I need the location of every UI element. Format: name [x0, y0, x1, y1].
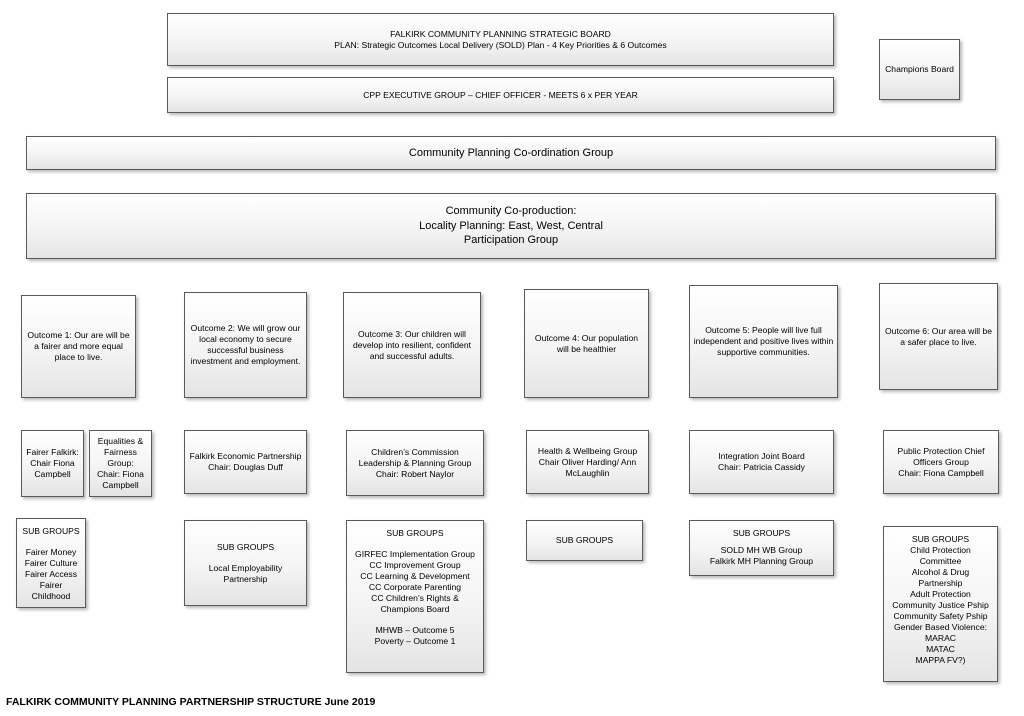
subgroups-outcome-4-heading: SUB GROUPS — [555, 535, 614, 545]
subgroups-outcome-3-heading: SUB GROUPS — [386, 528, 444, 538]
subgroups-outcome-5-box — [689, 520, 834, 576]
coproduction-line-2: Locality Planning: East, West, Central — [419, 219, 603, 232]
subgroups-outcome-3-box — [346, 520, 484, 673]
subgroups-outcome-2-box — [184, 520, 307, 606]
health-wellbeing-box — [526, 430, 649, 494]
coproduction-line-1: Community Co-production: — [445, 204, 577, 217]
outcome-2-text: Outcome 2: We will grow our local economy to secure successful business investment and employment. — [190, 323, 301, 366]
champions-board-box — [879, 39, 960, 100]
subgroups-outcome-2-list: Local Employability Partnership — [208, 562, 283, 584]
outcome-3-box — [343, 292, 481, 398]
champions-board-label: Champions Board — [885, 64, 954, 74]
strategic-board-plan: PLAN: Strategic Outcomes Local Delivery (SOLD) Plan - 4 Key Priorities & 6 Outcomes — [334, 39, 667, 50]
strategic-board-title: FALKIRK COMMUNITY PLANNING STRATEGIC BOARD — [390, 28, 611, 39]
subgroups-outcome-3-list: GIRFEC Implementation Group CC Improvement Group CC Learning & Development CC Corporate Parenting CC Children’s Rights & Champions Board — [355, 549, 475, 614]
public-protection-box — [883, 430, 999, 494]
subgroups-outcome-5-heading: SUB GROUPS — [732, 528, 791, 538]
subgroups-outcome-1-box — [16, 518, 86, 608]
outcome-4-text: Outcome 4: Our population will be healthier — [534, 332, 639, 354]
subgroups-outcome-4-box — [526, 520, 643, 561]
coproduction-box — [26, 193, 996, 259]
outcome-5-text: Outcome 5: People will live full independent and positive lives within supportive communities. — [693, 325, 834, 357]
diagram-footer-title: FALKIRK COMMUNITY PLANNING PARTNERSHIP STRUCTURE June 2019 — [6, 696, 376, 708]
subgroups-outcome-1-heading: SUB GROUPS — [22, 526, 80, 536]
coordination-group-box — [26, 136, 996, 170]
outcome-5-box — [689, 285, 838, 398]
subgroups-outcome-6-heading: SUB GROUPS — [911, 534, 970, 544]
outcome-2-box — [184, 292, 307, 398]
subgroups-outcome-1-list: Fairer Money Fairer Culture Fairer Access Fairer Childhood — [24, 547, 78, 601]
outcome-1-box — [21, 295, 136, 398]
outcome-6-box — [879, 283, 998, 390]
coordination-group-label: Community Planning Co-ordination Group — [408, 146, 614, 159]
executive-group-label: CPP EXECUTIVE GROUP – CHIEF OFFICER - MEETS 6 x PER YEAR — [363, 89, 638, 100]
subgroups-outcome-2-heading: SUB GROUPS — [216, 541, 275, 552]
subgroups-outcome-6-list: Child Protection Committee Alcohol & Drug Partnership Adult Protection Community Justice Pship Community Safety Pship Gender Based Violence: MARAC MATAC MAPPA FV?) — [892, 545, 989, 665]
health-wellbeing-text: Health & Wellbeing Group Chair Oliver Harding/ Ann McLaughlin — [537, 445, 638, 478]
integration-joint-board-text: Integration Joint Board Chair: Patricia Cassidy — [718, 451, 805, 472]
public-protection-text: Public Protection Chief Officers Group Chair: Fiona Campbell — [897, 445, 985, 478]
strategic-board-box — [167, 13, 834, 66]
subgroups-outcome-6-box — [883, 526, 998, 682]
equalities-fairness-text: Equalities & Fairness Group: Chair: Fiona Campbell — [97, 436, 144, 490]
equalities-fairness-box — [89, 430, 152, 497]
subgroups-outcome-3-cross-links: MHWB – Outcome 5 Poverty – Outcome 1 — [374, 625, 456, 646]
childrens-commission-text: Children’s Commission Leadership & Planning Group Chair: Robert Naylor — [358, 446, 472, 479]
fairer-falkirk-box — [21, 430, 84, 497]
economic-partnership-text: Falkirk Economic Partnership Chair: Douglas Duff — [189, 451, 302, 472]
outcome-6-text: Outcome 6: Our area will be a safer place to live. — [885, 325, 992, 347]
childrens-commission-box — [346, 430, 484, 496]
outcome-1-text: Outcome 1: Our are will be a fairer and more equal place to live. — [27, 330, 130, 362]
integration-joint-board-box — [689, 430, 834, 494]
outcome-4-box — [524, 289, 649, 398]
executive-group-box — [167, 77, 834, 113]
subgroups-outcome-5-list: SOLD MH WB Group Falkirk MH Planning Group — [709, 545, 814, 566]
coproduction-line-3: Participation Group — [463, 234, 559, 247]
fairer-falkirk-text: Fairer Falkirk: Chair Fiona Campbell — [26, 447, 79, 479]
outcome-3-text: Outcome 3: Our children will develop into resilient, confident and successful adults. — [352, 328, 471, 361]
economic-partnership-box — [184, 430, 307, 494]
